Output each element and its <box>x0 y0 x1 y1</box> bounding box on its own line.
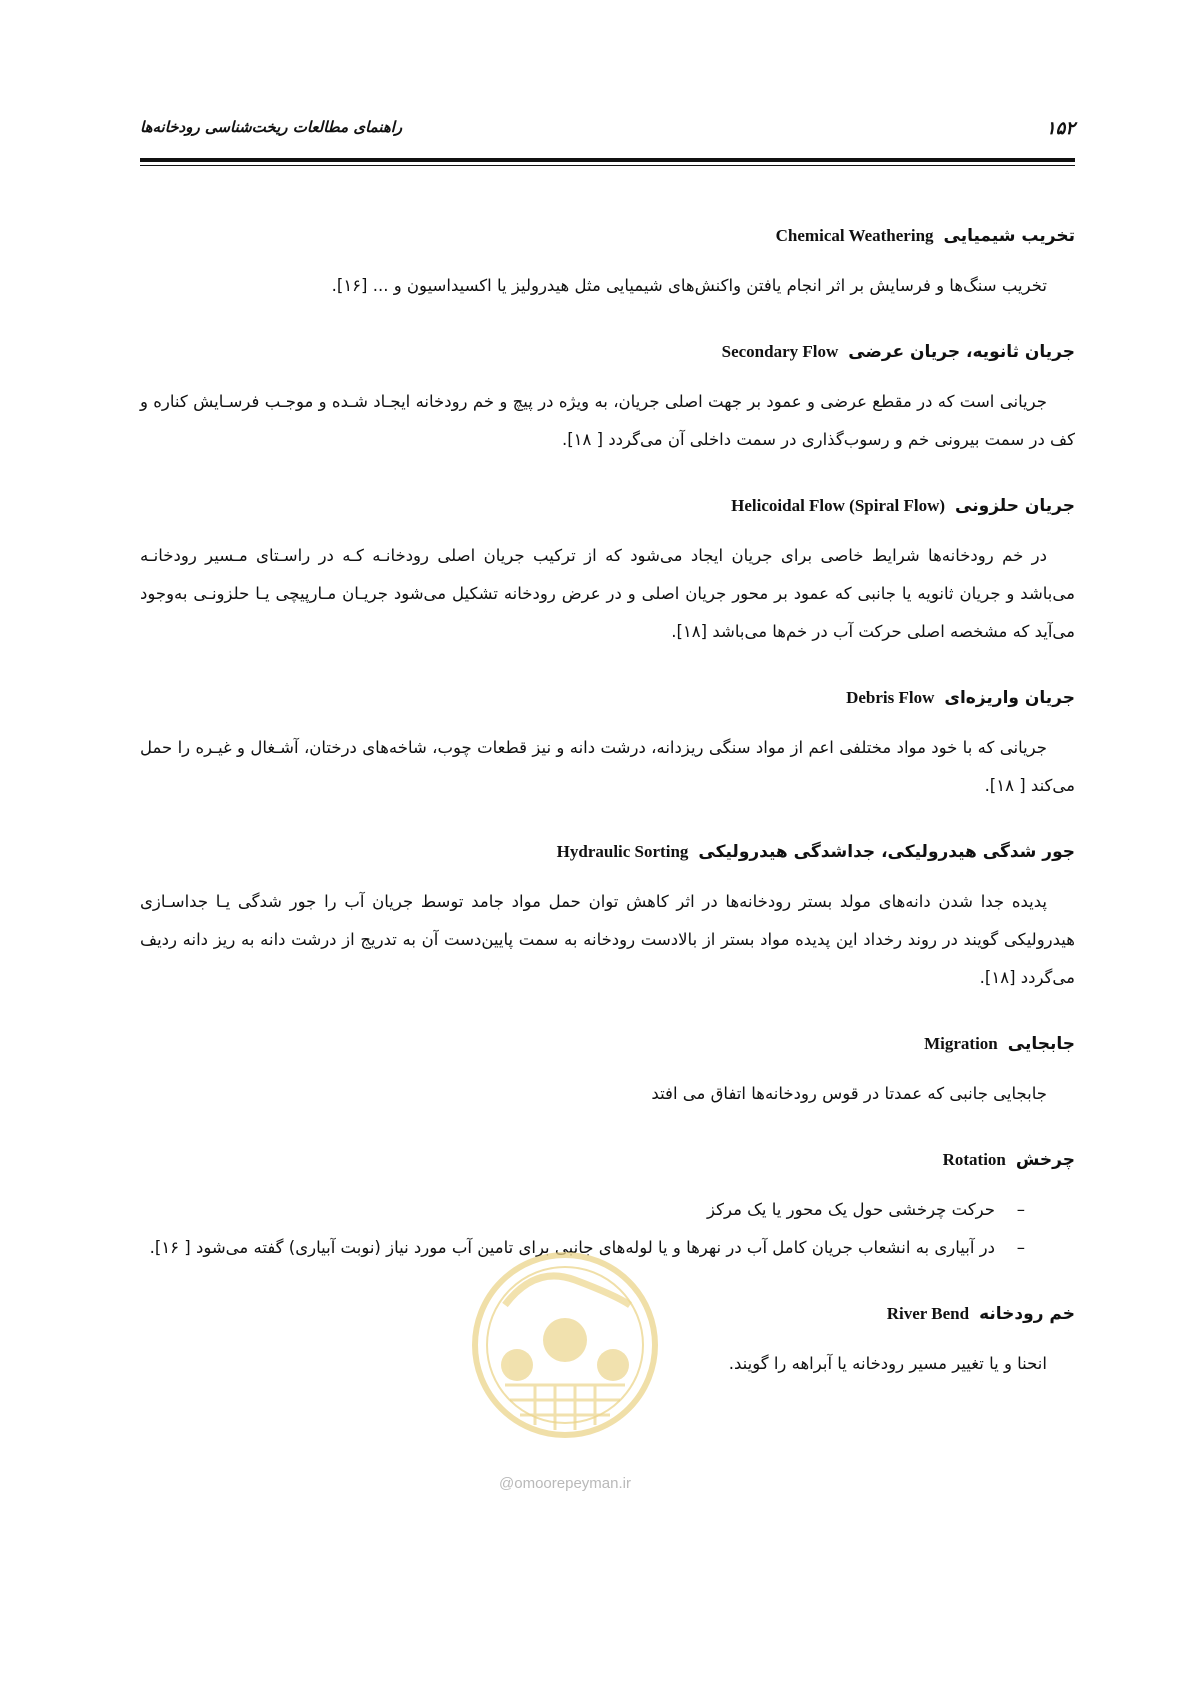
page-number: ۱۵۲ <box>1045 118 1075 139</box>
definition-paragraph: انحنا و یا تغییر مسیر رودخانه یا آبراهه را گویند. <box>728 1354 1047 1373</box>
term-heading <box>140 205 1075 267</box>
term-heading <box>140 321 1075 383</box>
term-english: Chemical Weathering <box>775 226 934 245</box>
header-rule-thin <box>140 165 1075 166</box>
watermark-seal-icon <box>465 1235 665 1475</box>
header-rule-thick <box>140 158 1075 162</box>
term-english: River Bend <box>886 1304 970 1323</box>
term-english: Helicoidal Flow (Spiral Flow) <box>731 496 946 515</box>
term-persian: جور شدگی هیدرولیکی، جداشدگی هیدرولیکی <box>698 842 1075 862</box>
term-english: Hydraulic Sorting <box>556 842 689 861</box>
glossary-content <box>140 205 1075 1383</box>
bullet-dash: – <box>1016 1238 1025 1257</box>
list-item-text: حرکت چرخشی حول یک محور یا یک مرکز <box>707 1200 995 1219</box>
bullet-dash: – <box>1016 1200 1025 1219</box>
term-english: Rotation <box>942 1150 1006 1169</box>
running-title: راهنمای مطالعات ریخت‌شناسی رودخانه‌ها <box>140 118 403 136</box>
term-persian: جریان حلزونی <box>955 496 1075 516</box>
term-heading <box>140 821 1075 883</box>
term-persian: جریان ثانویه، جریان عرضی <box>848 342 1075 362</box>
list-item-text: در آبیاری به انشعاب جریان کامل آب در نهرها و یا لوله‌های جانبی برای تامین آب مورد نیاز (نوبت آبیاری) گفته می‌شود [ ۱۶]. <box>149 1238 995 1257</box>
term-persian: چرخش <box>1015 1150 1075 1170</box>
page-header <box>140 118 1075 148</box>
definition-paragraph: جریانی است که در مقطع عرضی و عمود بر جهت اصلی جریان، به ویژه در پیچ و خم رودخانه ایجـاد شـده و موجـب فرسـایش کناره و کف در سمت بیرونی خم و رسوب‌گذاری در سمت داخلی آن می‌گردد [ ۱۸]. <box>140 392 1075 449</box>
term-persian: جریان واریزه‌ای <box>944 688 1075 708</box>
watermark-url-text: omoorepeyman.ir <box>514 1475 631 1492</box>
term-persian: تخریب شیمیایی <box>943 226 1075 246</box>
definition-paragraph: جریانی که با خود مواد مختلفی اعم از مواد سنگی ریزدانه، درشت دانه و نیز قطعات چوب، شاخه‌های درختان، آشـغال و غیـره را حمل می‌کند [ ۱۸]. <box>140 738 1075 795</box>
term-english: Secondary Flow <box>721 342 839 361</box>
term-heading <box>140 1013 1075 1075</box>
term-persian: خم رودخانه <box>979 1304 1075 1324</box>
watermark-url: @omoorepeyman.ir <box>499 1475 631 1492</box>
definition-paragraph: در خم رودخانه‌ها شرایط خاصی برای جریان ایجاد می‌شود که از ترکیب جریان اصلی رودخانـه کـه در راسـتای مـسیر رودخانـه می‌باشد و جریان ثانویه یا جانبی که عمود بر محور جریان اصلی و در عرض رودخانه تشکیل می‌شود جریـان مـارپیچی یـا حلزونـی به‌وجود می‌آید که مشخصه اصلی حرکت آب در خم‌ها می‌باشد [۱۸]. <box>140 546 1075 641</box>
term-heading <box>140 667 1075 729</box>
term-heading <box>140 1129 1075 1191</box>
term-english: Migration <box>924 1034 998 1053</box>
definition-paragraph: جابجایی جانبی که عمدتا در قوس رودخانه‌ها اتفاق می افتد <box>651 1084 1047 1103</box>
definition-paragraph: تخریب سنگ‌ها و فرسایش بر اثر انجام یافتن واکنش‌های شیمیایی مثل هیدرولیز یا اکسیداسیون و ... [۱۶]. <box>331 276 1047 295</box>
definition-paragraph: پدیده جدا شدن دانه‌های مولد بستر رودخانه‌ها در اثر کاهش توان حمل مواد جامد توسط جریان آب را جور شدگی یـا جداسـازی هیدرولیکی گویند در روند رخداد این پدیده مواد بستر از بالادست رودخانه به سمت پایین‌دست آن به تدریج از درشت دانه به ریز دانه ردیف می‌گردد [۱۸]. <box>140 892 1075 987</box>
list-item <box>140 1191 1075 1229</box>
watermark-logo <box>465 1235 665 1475</box>
term-english: Debris Flow <box>846 688 935 707</box>
term-heading <box>140 475 1075 537</box>
term-persian: جابجایی <box>1007 1034 1075 1054</box>
